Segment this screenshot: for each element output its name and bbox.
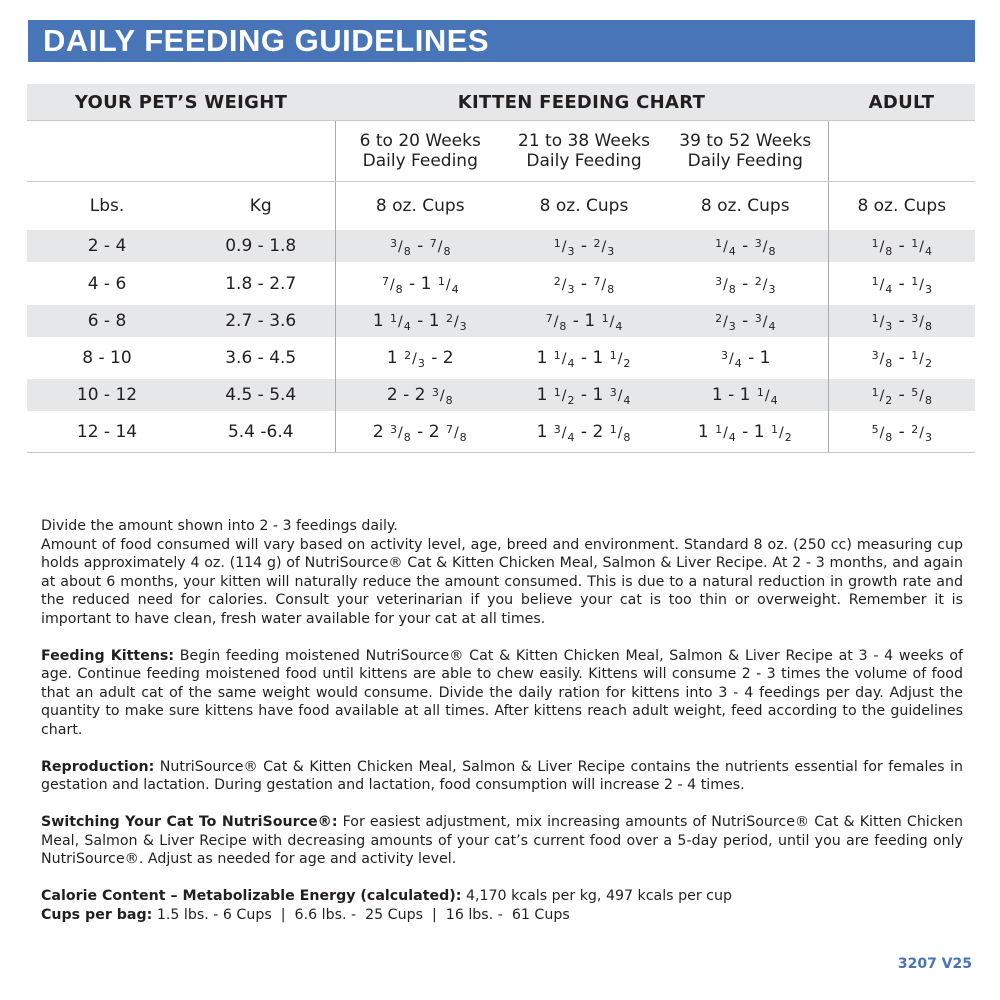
cups-header: 8 oz. Cups [539,196,629,216]
amount-cell: 1/3 - 3/8 [828,305,975,337]
switching-paragraph: Switching Your Cat To NutriSource®: For easiest adjustment, mix increasing amounts of NutriSource® Cat & Kitten Chicken Meal, Salmon & Liver Recipe with decreasing amounts of your cat’s current food over a 5-day period, until you are feeding only NutriSource®. Adjust as needed for age and activity level. [41,814,963,867]
lbs-cell: 12 - 14 [27,411,187,453]
age-header-3: 39 to 52 Weeks Daily Feeding [663,121,828,182]
switching-label: Switching Your Cat To NutriSource®: [41,814,338,830]
cups-per-bag-line: Cups per bag: 1.5 lbs. - 6 Cups | 6.6 lbs. - 25 Cups | 16 lbs. - 61 Cups [41,906,570,923]
cups-label: Cups per bag: [41,906,153,923]
age-header-2: 21 to 38 Weeks Daily Feeding [505,121,663,182]
table-row [27,305,975,337]
amount-cell: 7/8 - 1 1/4 [335,262,505,305]
table-row [27,379,975,411]
lbs-cell: 10 - 12 [27,379,187,411]
amount-cell: 7/8 - 1 1/4 [505,305,663,337]
lbs-cell: 8 - 10 [82,348,132,368]
amount-cell: 1 2/3 - 2 [335,337,505,379]
kg-cell: 4.5 - 5.4 [187,379,335,411]
table-row [27,337,975,379]
kg-cell: 3.6 - 4.5 [225,348,297,368]
amount-cell: 3/4 - 1 [721,348,771,370]
calorie-label: Calorie Content – Metabolizable Energy (calculated): [41,888,462,904]
amount-cell: 3/8 - 2/3 [715,273,776,296]
amount-cell: 2 3/8 - 2 7/8 [335,411,505,453]
product-code: 3207 V25 [897,956,972,972]
kitten-header: KITTEN FEEDING CHART [335,84,828,121]
amount-cell: 1 1/4 - 1 1/2 [536,348,631,370]
kg-cell: 5.4 -6.4 [187,411,335,453]
amount-cell: 3/8 - 7/8 [335,230,505,262]
age-header-blank [27,121,335,182]
amount-cell: 1/2 - 5/8 [828,379,975,411]
weight-header: YOUR PET’S WEIGHT [27,84,335,121]
intro-paragraph: Amount of food consumed will vary based on activity level, age, breed and environment. Standard 8 oz. (250 cc) measuring cup holds approximately 4 oz. (114 g) of NutriSource® Cat & Kitten Chicken Meal, Salmon & Liver Recipe. At 2 - 3 months, and again at about 6 months, your kitten will naturally reduce the amount consumed. This is due to a natural reduction in growth rate and the reduced need for calories. Consult your veterinarian if you believe your cat is too thin or overweight. Remember it is important to have clean, fresh water available for your cat at all times. [41,536,963,627]
amount-cell: 1/4 - 3/8 [663,230,828,262]
cups-header: 8 oz. Cups [335,182,505,231]
kg-cell: 1.8 - 2.7 [225,273,297,294]
unit-header-row [27,182,975,231]
amount-cell: 1/8 - 1/4 [828,230,975,262]
adult-header: ADULT [828,84,975,121]
lbs-cell: 4 - 6 [87,273,127,294]
amount-cell: 2/3 - 3/4 [663,305,828,337]
intro-line: Divide the amount shown into 2 - 3 feedings daily. [41,518,398,534]
table-row [27,262,975,305]
amount-cell: 1/3 - 2/3 [505,230,663,262]
amount-cell: 1 1/4 - 1 1/2 [663,411,828,453]
lbs-cell: 6 - 8 [27,305,187,337]
reproduction-label: Reproduction: [41,758,155,775]
lbs-cell: 2 - 4 [27,230,187,262]
amount-cell: 1 3/4 - 2 1/8 [505,411,663,453]
page-title: DAILY FEEDING GUIDELINES [43,23,490,58]
table-row [27,230,975,262]
kg-cell: 2.7 - 3.6 [187,305,335,337]
cups-header: 8 oz. Cups [828,182,975,231]
amount-cell: 5/8 - 2/3 [828,411,975,453]
kg-header: Kg [249,196,272,216]
amount-cell: 2/3 - 7/8 [553,273,615,296]
age-header-1: 6 to 20 Weeks Daily Feeding [335,121,505,182]
feeding-notes [41,517,963,924]
amount-cell: 1 1/2 - 1 3/4 [505,379,663,411]
feeding-table [27,84,975,453]
amount-cell: 2 - 2 3/8 [335,379,505,411]
age-header-row [27,121,975,182]
feeding-kittens-paragraph: Feeding Kittens: Begin feeding moistened NutriSource® Cat & Kitten Chicken Meal, Salmon & Liver Recipe at 3 - 4 weeks of age. Continue feeding moistened food until kittens are able to chew easily. Kittens will consume 2 - 3 times the volume of food that an adult cat of the same weight would consume. Divide the daily ration for kittens into 3 - 4 feedings per day. Adjust the quantity to make sure kittens have food available at all times. After kittens reach adult weight, feed according to the guidelines chart. [41,647,963,738]
calorie-content-line: Calorie Content – Metabolizable Energy (calculated): 4,170 kcals per kg, 497 kcals per cup [41,888,732,904]
title-banner [28,20,975,62]
age-header-adult [828,121,975,182]
lbs-header: Lbs. [89,196,125,216]
amount-cell: 1/4 - 1/3 [828,262,975,305]
amount-cell: 1 1/4 - 1 2/3 [335,305,505,337]
kg-cell: 0.9 - 1.8 [187,230,335,262]
amount-cell: 3/8 - 1/2 [828,337,975,379]
cups-header: 8 oz. Cups [700,196,790,216]
group-header-row [27,84,975,121]
table-row [27,411,975,453]
feeding-kittens-label: Feeding Kittens: [41,647,175,664]
reproduction-paragraph: Reproduction: NutriSource® Cat & Kitten Chicken Meal, Salmon & Liver Recipe contains the nutrients essential for females in gestation and lactation. During gestation and lactation, food consumption will increase 2 - 4 times. [41,758,963,793]
amount-cell: 1 - 1 1/4 [663,379,828,411]
